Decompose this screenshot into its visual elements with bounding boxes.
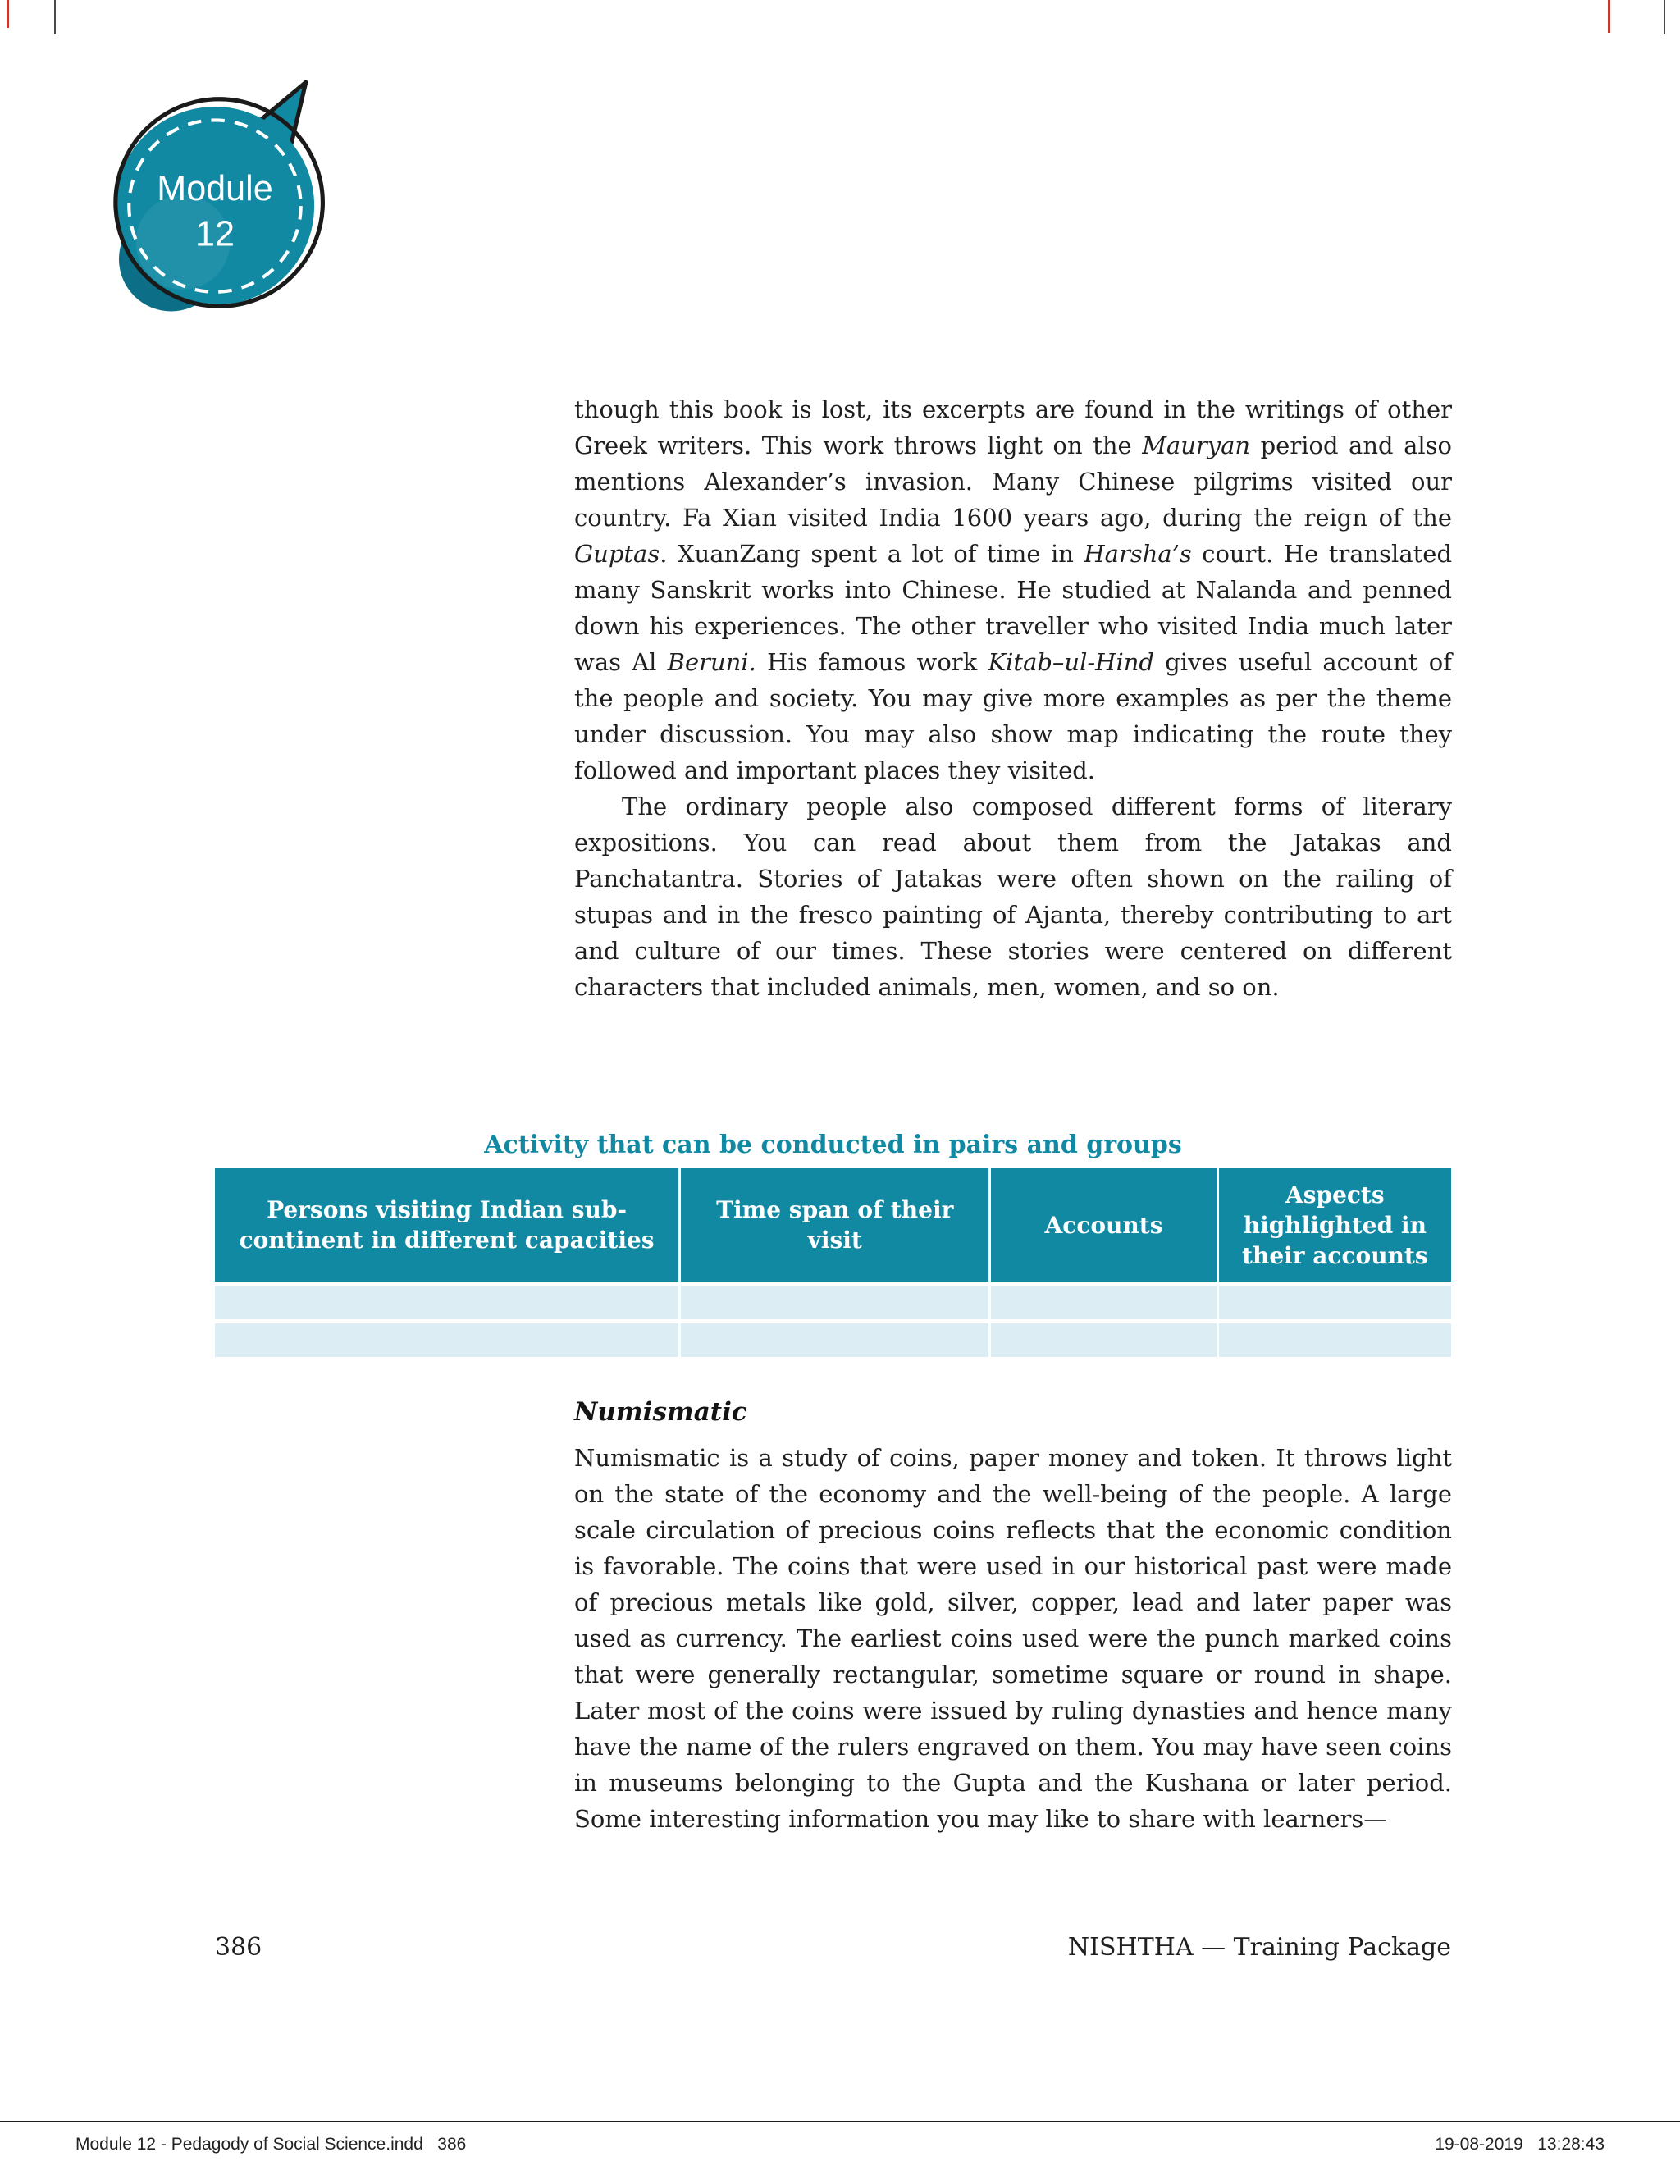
- table-cell: [1219, 1319, 1451, 1357]
- table-row: [215, 1282, 1451, 1319]
- module-badge-label: Module: [157, 168, 273, 208]
- table-header-timespan: Time span of their visit: [681, 1168, 991, 1282]
- module-number: 12: [195, 214, 235, 254]
- print-rule: [0, 2121, 1680, 2122]
- table-row: [215, 1319, 1451, 1357]
- table-header-accounts: Accounts: [991, 1168, 1218, 1282]
- paragraph-ordinary-people: The ordinary people also composed different forms of literary expositions. You can read about them from the Jatakas and Panchatantra. Stories of Jatakas were often shown on the railing of stupas and in the fresco painting of Ajanta, thereby contributing to art and culture of our times. These stories were centered on different characters that included animals, men, women, and so on.: [574, 793, 1452, 1001]
- numismatic-section: [574, 1395, 1452, 1837]
- intro-text-block: [574, 391, 1452, 1005]
- activity-table: [215, 1168, 1451, 1357]
- footer-publication: NISHTHA — Training Package: [1067, 1933, 1451, 1962]
- numismatic-heading: Numismatic: [574, 1397, 747, 1427]
- page-number: 386: [215, 1933, 262, 1962]
- module-badge-icon: [89, 75, 341, 328]
- table-cell: [991, 1319, 1218, 1357]
- table-cell: [215, 1319, 681, 1357]
- print-info-bar: [75, 2135, 1605, 2154]
- crop-mark: [7, 0, 9, 28]
- print-timestamp: 19-08-2019 13:28:43: [1435, 2135, 1605, 2154]
- numismatic-paragraph: Numismatic is a study of coins, paper money and token. It throws light on the state of the economy and the well-being of the people. A large scale circulation of precious coins reflects that the economic condition is favorable. The coins that were used in our historical past were made of precious metals like gold, silver, copper, lead and later paper was used as currency. The earliest coins used were the punch marked coins that were generally rectangular, sometime square or round in shape. Later most of the coins were issued by ruling dynasties and hence many have the name of the rulers engraved on them. You may have seen coins in museums belonging to the Gupta and the Kushana or later period. Some interesting information you may like to share with learners—: [574, 1444, 1452, 1833]
- page-footer: [215, 1933, 1451, 1962]
- crop-mark: [1608, 0, 1610, 33]
- crop-mark: [1664, 0, 1665, 34]
- activity-table-title: Activity that can be conducted in pairs and groups: [484, 1131, 1182, 1159]
- crop-mark: [54, 0, 56, 34]
- table-header-aspects: Aspects highlighted in their accounts: [1219, 1168, 1451, 1282]
- table-cell: [215, 1282, 681, 1319]
- table-cell: [991, 1282, 1218, 1319]
- module-badge: [89, 75, 341, 328]
- table-cell: [1219, 1282, 1451, 1319]
- print-file-name: Module 12 - Pedagody of Social Science.indd 386: [75, 2135, 467, 2154]
- table-header-row: [215, 1168, 1451, 1282]
- paragraph-travellers: though this book is lost, its excerpts are found in the writings of other Greek writers. This work throws light on the Mauryan period and also mentions Alexander’s invasion. Many Chinese pilgrims visited our country. Fa Xian visited India 1600 years ago, during the reign of the Guptas. XuanZang spent a lot of time in Harsha’s court. He translated many Sanskrit works into Chinese. He studied at Nalanda and penned down his experiences. The other traveller who visited India much later was Al Beruni. His famous work Kitab–ul-Hind gives useful account of the people and society. You may give more examples as per the theme under discussion. You may also show map indicating the route they followed and important places they visited.: [574, 395, 1453, 784]
- table-cell: [681, 1282, 991, 1319]
- table-cell: [681, 1319, 991, 1357]
- table-header-persons: Persons visiting Indian sub-continent in different capacities: [215, 1168, 681, 1282]
